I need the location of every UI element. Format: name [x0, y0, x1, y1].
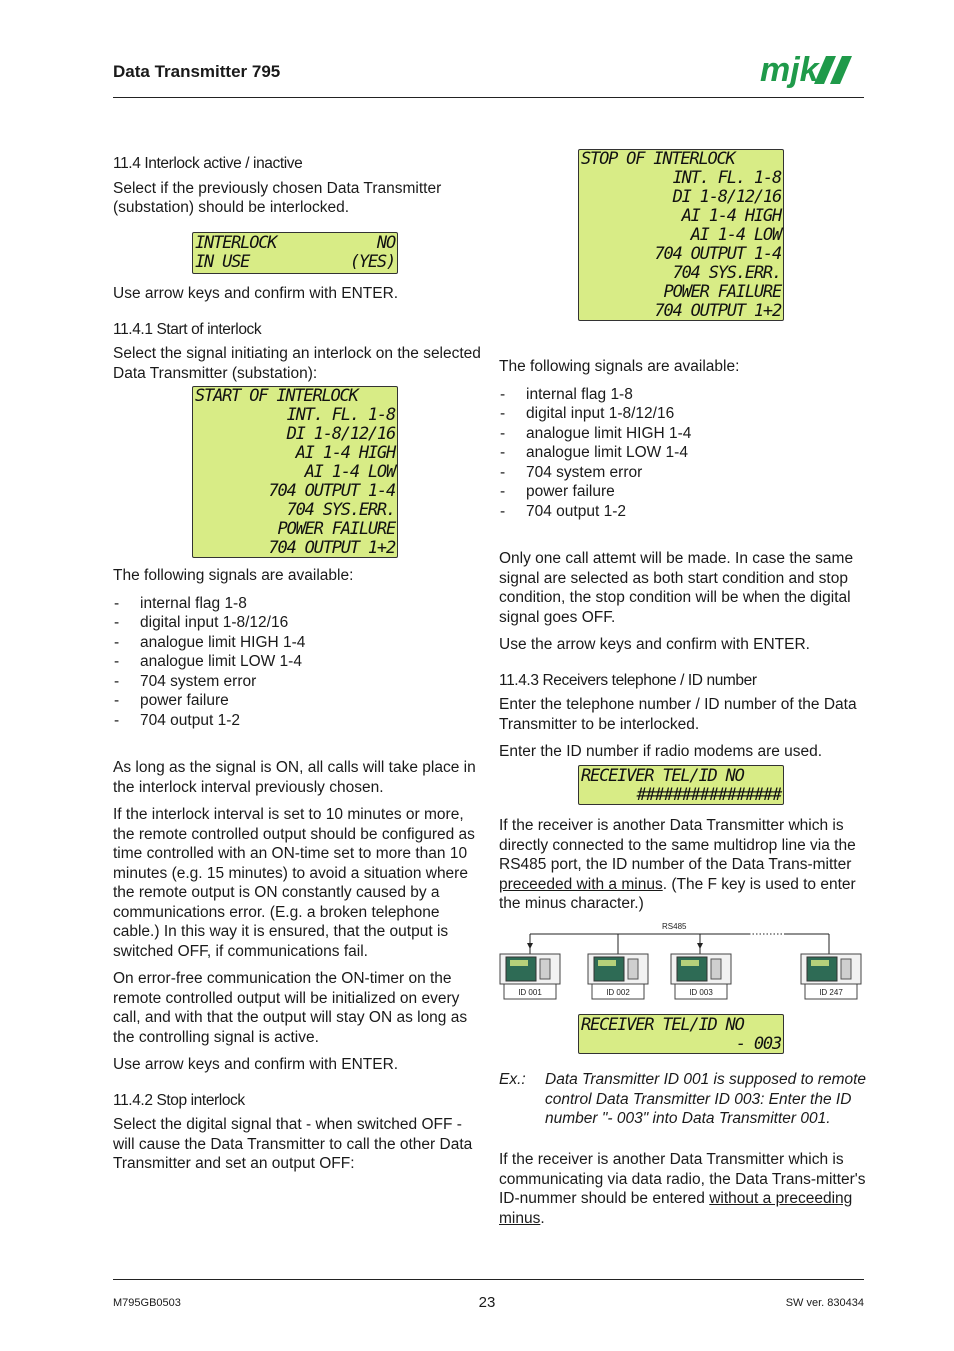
confirm-text: Use arrow keys and confirm with ENTER.: [113, 285, 399, 302]
device-label: ID 001: [518, 988, 542, 997]
lcd-interlock-display: [192, 232, 398, 274]
list-item: - power failure: [113, 691, 483, 711]
left-column-c: [113, 566, 483, 1182]
section-11-4-heading: 11.4 Interlock active / inactive: [113, 155, 303, 172]
device-unit: [801, 954, 861, 999]
right-column-b: [499, 816, 867, 922]
device-unit: [588, 954, 648, 999]
lcd-line: AI 1-4 HIGH: [681, 206, 781, 226]
device-label: ID 003: [689, 988, 713, 997]
sw-version: SW ver. 830434: [785, 1297, 864, 1309]
lcd-line: 704 OUTPUT 1+2: [268, 538, 395, 558]
arrow-icon: [697, 943, 703, 949]
right-column: [499, 357, 867, 770]
list-item: - digital input 1-8/12/16: [499, 404, 867, 424]
lcd-line: START OF INTERLOCK: [195, 386, 358, 406]
header-rule: [113, 97, 864, 98]
lcd-line: 704 OUTPUT 1-4: [268, 481, 395, 501]
list-item: - analogue limit LOW 1-4: [113, 652, 483, 672]
device-unit: [671, 954, 731, 999]
lcd-stop-interlock: [578, 149, 784, 321]
lcd-line: AI 1-4 LOW: [690, 225, 781, 245]
text: If the receiver is another Data Transmitter which is directly connected to the same multidrop line via the RS485 port, the ID number of the Data Trans-mitter: [499, 817, 856, 873]
signals-intro: The following signals are available:: [499, 358, 740, 375]
lcd-line: INT. FL. 1-8: [672, 168, 781, 188]
list-item: - analogue limit HIGH 1-4: [113, 633, 483, 653]
device-label: ID 247: [819, 988, 843, 997]
footer-rule: [113, 1279, 864, 1280]
lcd-line: POWER FAILURE: [663, 282, 781, 302]
signals-intro: The following signals are available:: [113, 567, 354, 584]
lcd-line: DI 1-8/12/16: [672, 187, 781, 207]
lcd-receiver-example: [578, 1014, 784, 1054]
paragraph: Only one call attemt will be made. In case the same signal are selected as both start condition and stop condition, the stop condition will be when the digital signal goes OFF.: [499, 550, 854, 626]
lcd-text: (YES): [349, 252, 395, 272]
lcd-line: AI 1-4 HIGH: [295, 443, 395, 463]
example-text: Data Transmitter ID 001 is supposed to remote control Data Transmitter ID 003: Enter the ID number "- 003" into Data Transmitter 001.: [545, 1071, 867, 1127]
text: If the receiver is another Data Transmitter which is communicating via data radio, the Data Trans-mitter's ID-nummer should be entered: [499, 1151, 866, 1207]
section-11-4-1-text: Select the signal initiating an interlock on the selected Data Transmitter (substation):: [113, 345, 481, 382]
section-11-4-3-heading: 11.4.3 Receivers telephone / ID number: [499, 671, 757, 689]
paragraph: On error-free communication the ON-timer on the remote controlled output will be initialized on every call, and with that the output will stay ON as long as the controlling signal is active.: [113, 970, 468, 1046]
section-11-4-2-text: Select the digital signal that - when switched OFF - will cause the Data Transmitter to call the other Data Transmitter and set an output OFF:: [113, 1116, 473, 1172]
list-item: - analogue limit LOW 1-4: [499, 443, 867, 463]
paragraph-radio: [499, 1150, 867, 1228]
confirm-text: Use arrow keys and confirm with ENTER.: [113, 1056, 399, 1073]
bus-label: RS485: [662, 922, 687, 931]
device-unit: [500, 954, 560, 999]
underlined-text: preceeded with a minus: [499, 875, 663, 893]
lcd-start-interlock: [192, 386, 398, 558]
section-11-4-1-heading: 11.4.1 Start of interlock: [113, 320, 262, 338]
example-label: Ex.:: [499, 1071, 526, 1088]
arrow-icon: [527, 943, 533, 949]
lcd-text: IN USE: [195, 252, 250, 272]
lcd-receiver-number: [578, 765, 784, 805]
list-item: - 704 system error: [113, 672, 483, 692]
paragraph-multidrop: [499, 816, 867, 914]
section-11-4-3-text: Enter the telephone number / ID number of the Data Transmitter to be interlocked.: [499, 696, 857, 733]
text: .: [540, 1209, 545, 1227]
lcd-text: NO: [376, 233, 395, 253]
page-number: 23: [478, 1294, 496, 1311]
example-block: [499, 1070, 869, 1129]
lcd-line: STOP OF INTERLOCK: [581, 149, 735, 169]
lcd-line: AI 1-4 LOW: [304, 462, 395, 482]
lcd-line: 704 OUTPUT 1+2: [654, 301, 781, 321]
list-item: - analogue limit HIGH 1-4: [499, 424, 867, 444]
lcd-line: DI 1-8/12/16: [286, 424, 395, 444]
lcd-line: RECEIVER TEL/ID NO: [581, 766, 744, 786]
confirm-text: Use the arrow keys and confirm with ENTER.: [499, 636, 810, 653]
lcd-line: - 003: [735, 1034, 781, 1054]
section-11-4-3-text2: Enter the ID number if radio modems are used.: [499, 743, 823, 760]
list-item: - power failure: [499, 482, 867, 502]
lcd-text: INTERLOCK: [195, 233, 277, 253]
device-label: ID 002: [606, 988, 630, 997]
rs485-diagram: [499, 918, 865, 1004]
text: . (The F key is used to enter the minus character.): [499, 875, 856, 912]
left-column-b: [113, 284, 481, 391]
lcd-line: 704 SYS.ERR.: [672, 263, 781, 283]
section-11-4-2-heading: 11.4.2 Stop interlock: [113, 1091, 245, 1109]
list-item: - digital input 1-8/12/16: [113, 613, 483, 633]
lcd-line: POWER FAILURE: [277, 519, 395, 539]
lcd-line: ################: [636, 785, 781, 805]
lcd-line: RECEIVER TEL/ID NO: [581, 1015, 744, 1035]
right-column-c: [499, 1150, 867, 1236]
paragraph: If the interlock interval is set to 10 minutes or more, the remote controlled output should be configured as time controlled with an ON-time set to more than 10 minutes (e.g. 15 minutes) to avoid a situation where the remote output is ON constantly caused by a communications error. (E.g. a broken telephone cable.) In this way it is ensured, that the output is switched OFF, if communications fail.: [113, 806, 475, 960]
signals-list: [113, 594, 483, 731]
left-column: [113, 154, 481, 226]
list-item: - 704 output 1-2: [113, 711, 483, 731]
doc-id: M795GB0503: [113, 1297, 181, 1309]
list-item: - 704 output 1-2: [499, 502, 867, 522]
list-item: - internal flag 1-8: [499, 385, 867, 405]
lcd-line: INT. FL. 1-8: [286, 405, 395, 425]
svg-text:mjk: mjk: [760, 51, 819, 89]
list-item: - internal flag 1-8: [113, 594, 483, 614]
section-11-4-text: Select if the previously chosen Data Transmitter (substation) should be interlocked.: [113, 179, 442, 216]
mjk-logo: [758, 50, 866, 92]
lcd-line: 704 OUTPUT 1-4: [654, 244, 781, 264]
paragraph: As long as the signal is ON, all calls will take place in the interlock interval previously chosen.: [113, 759, 476, 796]
list-item: - 704 system error: [499, 463, 867, 483]
document-title: Data Transmitter 795: [113, 62, 281, 81]
lcd-line: 704 SYS.ERR.: [286, 500, 395, 520]
underlined-text: without a preceeding minus: [499, 1190, 853, 1227]
signals-list: [499, 385, 867, 522]
